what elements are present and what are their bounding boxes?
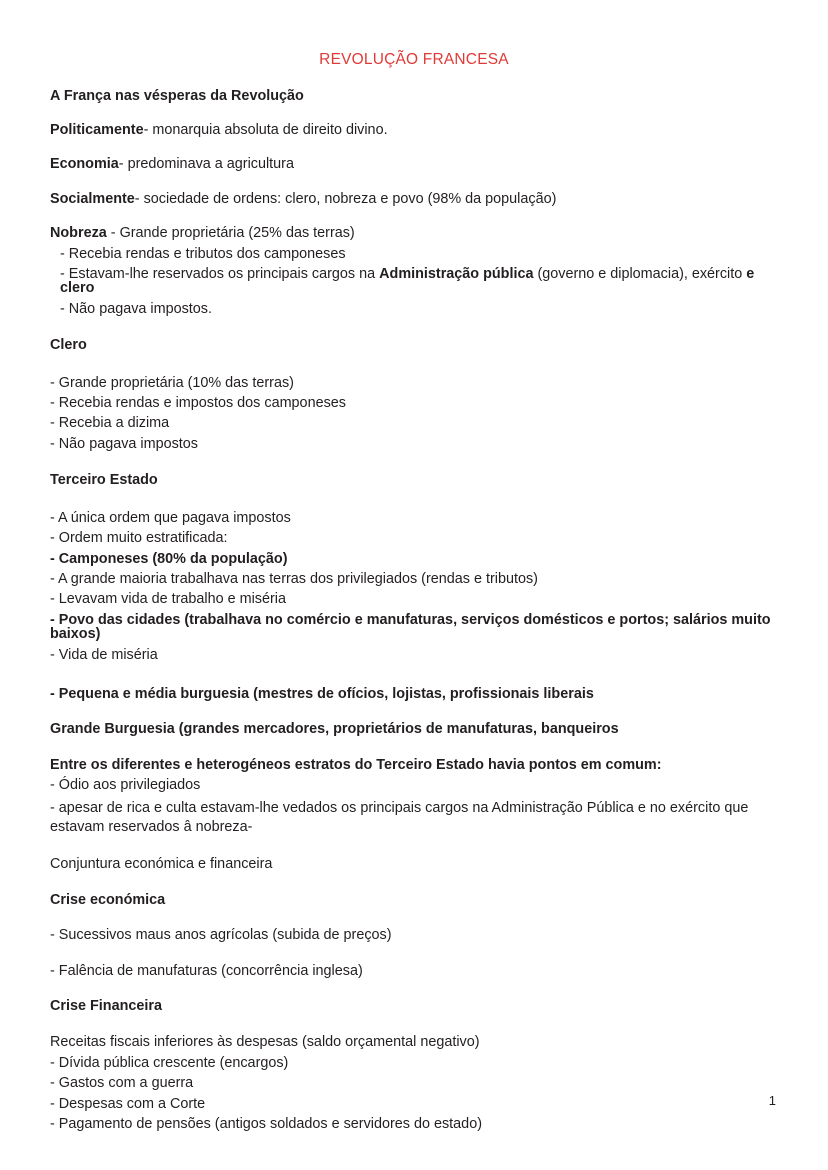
document-body: [0, 89, 828, 1132]
crise-financeira-line-5: - Pagamento de pensões (antigos soldados e servidores do estado): [50, 1116, 482, 1133]
nobreza-bullet-2: [50, 261, 778, 296]
terceiro-estado-line-7: - Vida de miséria: [50, 646, 158, 663]
crise-economica-line-2: - Falência de manufaturas (concorrência inglesa): [50, 962, 363, 979]
page-title: REVOLUÇÃO FRANCESA: [319, 51, 509, 68]
text-nobreza: - Grande proprietária (25% das terras): [106, 225, 355, 242]
crise-financeira-line-2: - Dívida pública crescente (encargos): [50, 1054, 289, 1071]
label-economia: Economia: [50, 156, 119, 173]
paragraph-nobreza: [50, 226, 778, 240]
terceiro-estado-line-povo-das-cidades: - Povo das cidades (trabalhava no comércio e manufaturas, serviços domésticos e portos; salários muito baixos): [50, 611, 775, 643]
text-politicamente: - monarquia absoluta de direito divino.: [143, 122, 388, 138]
terceiro-estado-line-4: - A grande maioria trabalhava nas terras dos privilegiados (rendas e tributos): [50, 570, 538, 587]
label-socialmente: Socialmente: [50, 190, 135, 207]
clero-bullet-2: - Recebia rendas e impostos dos camponeses: [50, 395, 346, 412]
pontos-em-comum-line-2: - apesar de rica e culta estavam-lhe vedados os principais cargos na Administração Pública e no exército que estavam reservados â nobreza-: [50, 799, 753, 835]
label-nobreza: Nobreza: [50, 225, 107, 242]
text-socialmente: - sociedade de ordens: clero, nobreza e povo (98% da população): [134, 190, 557, 207]
terceiro-estado-line-2: - Ordem muito estratificada:: [50, 530, 228, 547]
heading-a-franca-nas-vesperas: A França nas vésperas da Revolução: [50, 87, 304, 104]
heading-clero: Clero: [50, 337, 87, 354]
nobreza-bullet-1: - Recebia rendas e tributos dos camponeses: [60, 245, 346, 262]
line-grande-burguesia: Grande Burguesia (grandes mercadores, proprietários de manufaturas, banqueiros: [50, 721, 619, 738]
paragraph-socialmente: [50, 192, 778, 206]
paragraph-politicamente: [50, 123, 778, 137]
clero-bullet-1: - Grande proprietária (10% das terras): [50, 374, 294, 391]
crise-economica-line-1: - Sucessivos maus anos agrícolas (subida de preços): [50, 927, 392, 944]
clero-bullet-4: - Não pagava impostos: [50, 435, 198, 452]
nobreza-bullet-2-part-2: (governo e diplomacia), exército: [533, 266, 747, 283]
heading-terceiro-estado: Terceiro Estado: [50, 472, 158, 489]
terceiro-estado-line-1: - A única ordem que pagava impostos: [50, 509, 291, 526]
pontos-em-comum-line-1: - Ódio aos privilegiados: [50, 777, 201, 794]
clero-bullet-3: - Recebia a dizima: [50, 415, 170, 432]
paragraph-economia: [50, 157, 778, 171]
text-economia: - predominava a agricultura: [118, 156, 294, 173]
terceiro-estado-line-camponeses: - Camponeses (80% da população): [50, 550, 288, 567]
nobreza-bullet-2-bold-administracao: Administração pública: [379, 266, 534, 283]
crise-financeira-line-4: - Despesas com a Corte: [50, 1095, 206, 1112]
nobreza-bullet-2-part-1: - Estavam-lhe reservados os principais cargos na: [60, 266, 380, 283]
terceiro-estado-line-5: - Levavam vida de trabalho e miséria: [50, 591, 286, 608]
heading-pontos-em-comum: Entre os diferentes e heterogéneos estratos do Terceiro Estado havia pontos em comum:: [50, 756, 662, 773]
nobreza-bullet-3: - Não pagava impostos.: [60, 300, 212, 317]
label-politicamente: Politicamente: [50, 122, 144, 138]
page-number: 1: [768, 1093, 776, 1108]
line-conjuntura-economica: Conjuntura económica e financeira: [50, 856, 273, 873]
crise-financeira-line-3: - Gastos com a guerra: [50, 1075, 194, 1092]
crise-financeira-line-1: Receitas fiscais inferiores às despesas (saldo orçamental negativo): [50, 1034, 480, 1051]
nobreza-bullet-2-bold-e-clero: e clero: [60, 266, 759, 297]
line-pequena-media-burguesia: - Pequena e média burguesia (mestres de ofícios, lojistas, profissionais liberais: [50, 685, 594, 702]
heading-crise-economica: Crise económica: [50, 891, 166, 908]
heading-crise-financeira: Crise Financeira: [50, 998, 162, 1015]
